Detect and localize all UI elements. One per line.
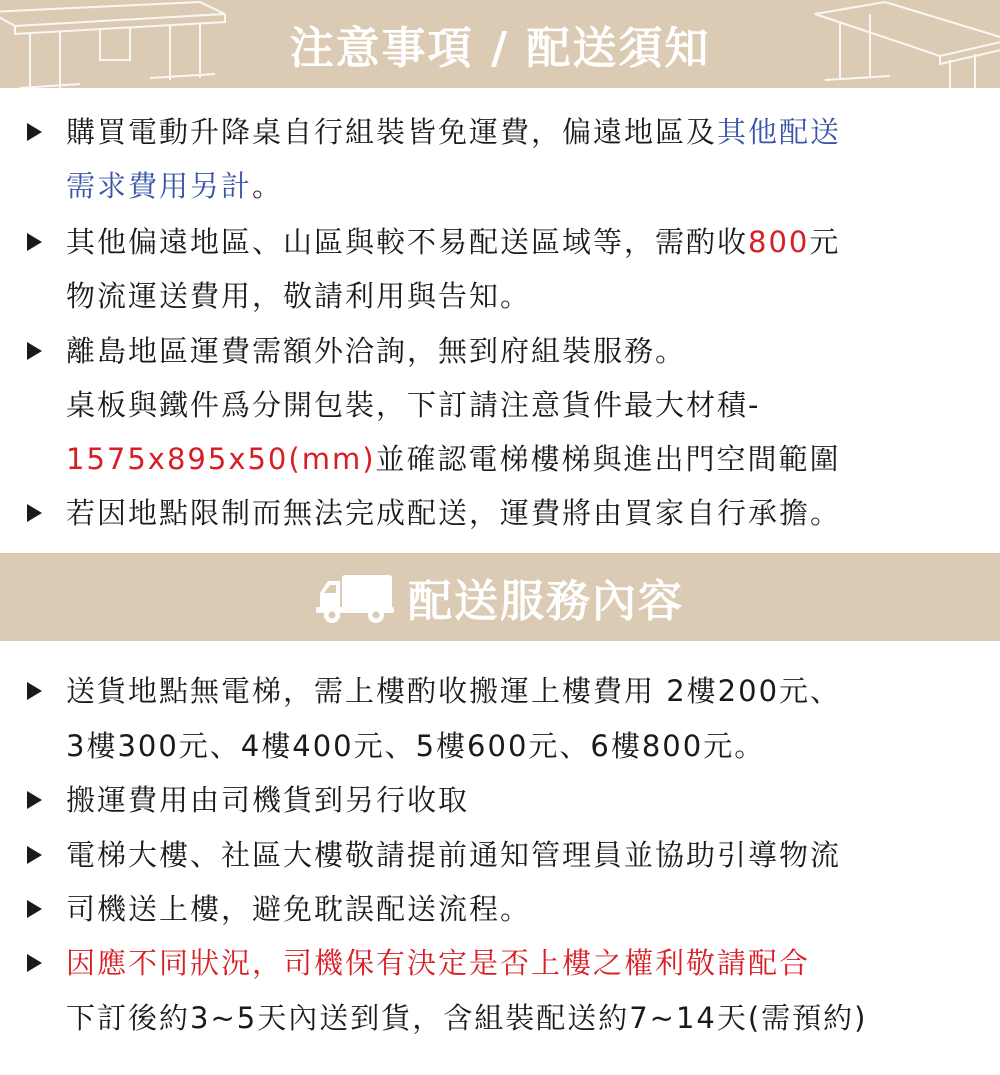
service-banner — [0, 553, 1000, 641]
service-text: 搬運費用由司機貨到另行收取 — [66, 783, 470, 817]
service-title: 配送服務內容 — [408, 576, 684, 627]
notice-text: 元 — [809, 225, 841, 259]
notice-text: 其他偏遠地區、山區與較不易配送區域等，需酌收 — [66, 225, 749, 259]
delivery-time-text: 下訂後約3~5天內送到貨，含組裝配送約7~14天(需預約) — [66, 1001, 868, 1035]
notice-text: 購買電動升降桌自行組裝皆免運費，偏遠地區及 — [66, 115, 718, 149]
bullet-triangle-icon — [27, 791, 42, 809]
bullet-triangle-icon — [27, 123, 42, 141]
notice-text: 離島地區運費需額外洽詢，無到府組裝服務。 — [66, 334, 687, 368]
notice-text: 並確認電梯樓梯與進出門空間範圍 — [375, 442, 841, 476]
desk-illustration-left — [0, 0, 240, 88]
service-text: 司機送上樓，避免耽誤配送流程。 — [66, 892, 532, 926]
package-dimensions: 1575x895x50(mm) — [66, 442, 376, 476]
bullet-triangle-icon — [27, 682, 42, 700]
delivery-truck-icon — [316, 571, 394, 623]
notice-title: 注意事項 / 配送須知 — [289, 23, 711, 74]
service-warning-text: 因應不同狀況，司機保有決定是否上樓之權利敬請配合 — [66, 946, 811, 980]
notice-text: 物流運送費用，敬請利用與告知。 — [66, 279, 532, 313]
bullet-triangle-icon — [27, 342, 42, 360]
bullet-triangle-icon — [27, 504, 42, 522]
bullet-triangle-icon — [27, 846, 42, 864]
bullet-triangle-icon — [27, 233, 42, 251]
bullet-triangle-icon — [27, 900, 42, 918]
desk-illustration-right — [780, 0, 1000, 88]
service-text: 送貨地點無電梯，需上樓酌收搬運上樓費用 2樓200元、 — [66, 674, 842, 708]
notice-text: 若因地點限制而無法完成配送，運費將由買家自行承擔。 — [66, 496, 842, 530]
bullet-triangle-icon — [27, 954, 42, 972]
notice-text: 桌板與鐵件爲分開包裝，下訂請注意貨件最大材積- — [66, 388, 761, 422]
notice-text: 。 — [252, 169, 284, 203]
fee-amount: 800 — [748, 225, 810, 259]
service-text: 3樓300元、4樓400元、5樓600元、6樓800元。 — [66, 729, 766, 763]
notice-highlight: 需求費用另計 — [66, 169, 253, 203]
service-text: 電梯大樓、社區大樓敬請提前通知管理員並協助引導物流 — [66, 838, 842, 872]
notice-highlight: 其他配送 — [717, 115, 842, 149]
notice-banner — [0, 0, 1000, 88]
